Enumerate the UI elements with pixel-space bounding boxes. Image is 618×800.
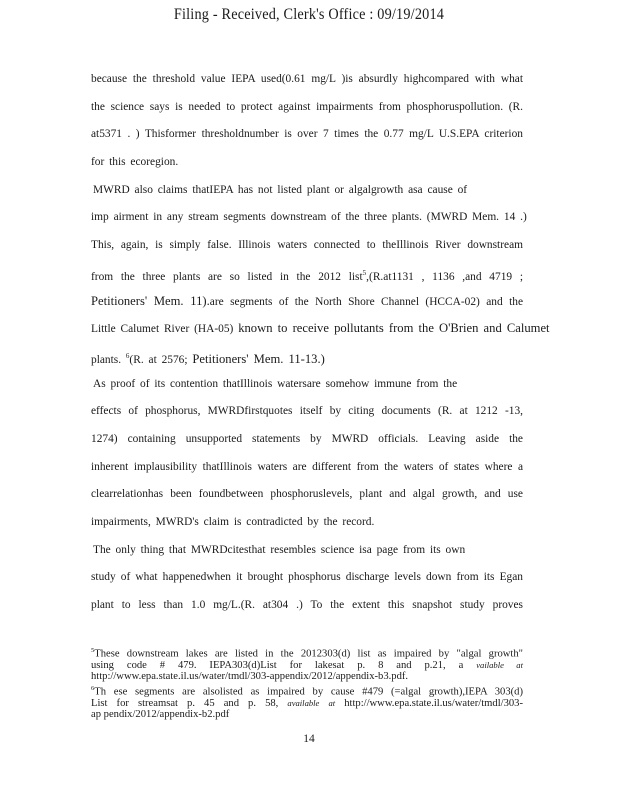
text-line: plant to less than 1.0 mg/L.(R. at304 .) To the extent this snapshot study proves [91, 599, 523, 612]
text-fragment: plants. [91, 353, 122, 366]
text-line: inherent implausibility thatIllinois waters are different from the waters of states where a [91, 460, 523, 473]
text-line [91, 349, 523, 377]
citation-petitioners: Petitioners' Mem. 11-13.) [192, 351, 325, 366]
text-fragment: from the three plants are so listed in the 2012 list [91, 270, 363, 283]
citation: (R. at 2576; [129, 353, 188, 366]
text-line: at5371 . ) Thisformer thresholdnumber is over 7 times the 0.77 mg/L U.S.EPA criterion [91, 128, 523, 141]
text-line [91, 294, 523, 322]
footnote-italic: available [287, 697, 320, 708]
text-line: As proof of its contention thatIllinois watersare somehow immune from the [93, 377, 458, 390]
footnote-url: ap pendix/2012/appendix-b2.pdf [91, 709, 230, 721]
text-line: effects of phosphorus, MWRDfirstquotes itself by citing documents (R. at 1212 -13, [91, 405, 523, 418]
footnote-text: List for streamsat p. 45 and p. 58, [91, 697, 279, 709]
text-line: because the threshold value IEPA used(0.61 mg/L )is absurdly highcompared with what [91, 73, 523, 85]
text-line: for this ecoregion. [91, 156, 179, 169]
footnote-6-line [91, 698, 523, 709]
footnote-italic: vailable at [476, 659, 523, 670]
text-line [91, 266, 523, 294]
footnote-mark-5: 5 [91, 647, 95, 654]
citation-petitioners: Petitioners' Mem. 11). [91, 293, 210, 308]
text-fragment: Little Calumet River (HA-05) [91, 323, 234, 336]
page-number: 14 [303, 733, 315, 745]
text-line: impairments, MWRD's claim is contradicted by the record. [91, 516, 375, 528]
footnote-url: http://www.epa.state.il.us/water/tmdl/303-appendix/2012/appendix-b3.pdf. [91, 671, 409, 683]
footnote-mark-6: 6 [91, 684, 95, 692]
footnote-text: using code # 479. IEPA303(d)List for lakesat p. 8 and p.21, a [91, 659, 464, 671]
footnote-url: http://www.epa.state.il.us/water/tmdl/303- [344, 697, 524, 709]
citation: ,(R.at1131 , 1136 ,and 4719 ; [366, 270, 523, 283]
body-text [91, 72, 550, 626]
text-line: clearrelationhas been foundbetween phosphoruslevels, plant and algal growth, and use [91, 488, 523, 501]
text-line [91, 321, 550, 349]
text-line: The only thing that MWRDcitesthat resembles science isa page from its own [93, 543, 466, 556]
footnotes [91, 645, 523, 721]
text-fragment: are segments of the North Shore Channel (HCCA-02) and the [209, 295, 524, 308]
footnote-text: Th ese segments are alsolisted as impaired by cause #479 (=algal growth),IEPA 303(d) [94, 686, 523, 698]
text-line: 1274) containing unsupported statements by MWRD officials. Leaving aside the [91, 432, 523, 445]
footnote-5-line [91, 645, 523, 660]
footnote-text: These downstream lakes are listed in the 2012303(d) list as impaired by "algal growth" [94, 648, 523, 660]
text-line: the science says is needed to protect against impairments from phosphoruspollution. (R. [91, 100, 523, 113]
text-line: study of what happenedwhen it brought phosphorus discharge levels down from its Egan [91, 571, 523, 584]
footnote-ref-6: 6 [125, 351, 130, 360]
footnote-5-line [91, 660, 523, 671]
text-line: MWRD also claims thatIEPA has not listed plant or algalgrowth asa cause of [93, 183, 468, 196]
footnote-6-line [91, 683, 523, 698]
text-line: This, again, is simply false. Illinois waters connected to theIllinois River downstream [91, 239, 523, 252]
footnote-italic: at [328, 697, 336, 708]
text-fragment-large: known to receive pollutants from the O'Brien and Calumet [238, 321, 550, 336]
text-line: imp airment in any stream segments downstream of the three plants. (MWRD Mem. 14 .) [91, 211, 527, 224]
footnote-ref-5: 5 [362, 268, 367, 277]
filing-stamp-header: Filing - Received, Clerk's Office : 09/19/2014 [173, 6, 445, 23]
